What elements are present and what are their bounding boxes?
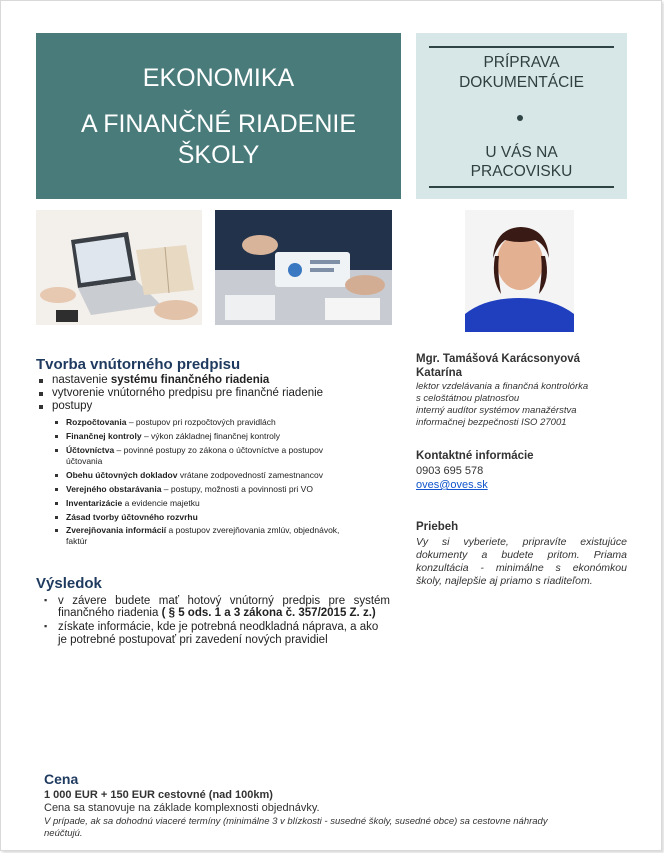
price-amount: 1 000 EUR + 150 EUR cestovné (nad 100km) <box>44 789 273 801</box>
info-box-dot <box>517 115 523 121</box>
sub-item: Verejného obstarávania – postupy, možnosti a povinnosti pri VO <box>66 484 313 494</box>
list-item-1 <box>52 374 269 387</box>
laptop-desk-photo <box>36 210 202 325</box>
sub-item: Finančnej kontroly – výkon základnej finančnej kontroly <box>66 431 281 441</box>
info-box-top-rule <box>429 46 614 48</box>
info-box-bottom-rule <box>429 186 614 188</box>
info-box-top-a: PRÍPRAVA <box>483 54 560 71</box>
price-title: Cena <box>44 771 79 787</box>
sub-item: Obehu účtovných dokladov vrátane zodpovedností zamestnancov <box>66 470 324 480</box>
result-line-2b: je potrebné postupovať pri zavedení nových pravidiel <box>58 634 328 646</box>
contact-title: Kontaktné informácie <box>416 450 534 462</box>
list-item-3: postupy <box>52 400 93 412</box>
course-description <box>416 536 627 588</box>
lecturer-desc-4: informačnej bezpečnosti ISO 27001 <box>416 417 567 428</box>
bullet <box>39 379 43 383</box>
sub-bullet <box>55 502 58 505</box>
sub-item: Zverejňovania informácií a postupov zverejňovania zmlúv, objednávok, <box>66 525 340 535</box>
price-note: Cena sa stanovuje na základe komplexnosti objednávky. <box>44 802 320 814</box>
sub-bullet <box>55 488 58 491</box>
hero-banner <box>36 33 401 199</box>
arrow-bullet: ▪ <box>44 595 48 605</box>
hero-title-line2a: A FINANČNÉ RIADENIE <box>80 110 357 138</box>
sub-item: Inventarizácie a evidencie majetku <box>66 498 200 508</box>
result-line-2a: získate informácie, kde je potrebná neodkladná náprava, a ako <box>58 621 379 633</box>
sub-bullet <box>55 435 58 438</box>
lecturer-desc-3: interný audítor systémov manažérstva <box>416 405 577 416</box>
contact-phone: 0903 695 578 <box>416 465 484 477</box>
arrow-bullet: ▪ <box>44 621 48 631</box>
sub-item: Rozpočtovania – postupov pri rozpočtových pravidlách <box>66 417 276 427</box>
list-item-1-bold: systému finančného riadenia <box>110 374 270 386</box>
lecturer-name-line1: Mgr. Tamášová Karácsonyová <box>416 353 581 365</box>
sub-bullet <box>55 516 58 519</box>
lecturer-name-line2: Katarína <box>416 367 463 379</box>
course-line-1: Vy si vyberiete, pripravíte existujúce <box>416 536 627 548</box>
info-box-top-b: DOKUMENTÁCIE <box>459 74 584 91</box>
info-box-bottom-a: U VÁS NA <box>485 144 558 161</box>
info-box <box>416 33 627 199</box>
price-condition-1: V prípade, ak sa dohodnú viaceré termíny (minimálne 3 v blízkosti - susedné školy, susedné obce) sa cestovne náhrady <box>44 816 548 827</box>
sub-item: Účtovníctva – povinné postupy zo zákona o účtovníctve a postupov <box>66 445 324 455</box>
sub-bullet <box>55 529 58 532</box>
course-line-2: dokumenty a budete pritom. Priama <box>416 549 627 561</box>
course-title: Priebeh <box>416 521 459 533</box>
price-condition-2: neúčtujú. <box>44 828 83 839</box>
price-condition <box>44 816 548 840</box>
list-item-2: vytvorenie vnútorného predpisu pre finančné riadenie <box>52 387 324 399</box>
result-line-1a: v závere budete mať hotový vnútorný predpis pre systém <box>58 595 390 607</box>
bullet <box>39 405 43 409</box>
contact-email-link[interactable]: oves@oves.sk <box>416 479 488 491</box>
result-line-1b: finančného riadenia ( § 5 ods. 1 a 3 zákona č. 357/2015 Z. z.) <box>58 607 376 619</box>
section-title-tvorba: Tvorba vnútorného predpisu <box>36 356 241 373</box>
sub-bullet <box>55 474 58 477</box>
lecturer-description <box>416 381 588 429</box>
bullet <box>39 392 43 396</box>
hero-title-line2b: ŠKOLY <box>177 141 260 169</box>
info-box-bottom-b: PRACOVISKU <box>470 163 573 180</box>
hero-title-line1: EKONOMIKA <box>142 64 295 92</box>
sub-bullet <box>55 421 58 424</box>
portrait-photo <box>465 210 574 332</box>
course-line-3: konzultácia - minimálne s ekonómkou <box>416 562 627 574</box>
lecturer-desc-2: s celoštátnou platnosťou <box>416 393 520 404</box>
course-line-4: školy, najlepšie aj priamo s riaditeľom. <box>416 575 593 587</box>
sub-item: Zásad tvorby účtovného rozvrhu <box>66 512 198 522</box>
hero-title-line2 <box>36 109 401 171</box>
sub-item-cont: faktúr <box>66 536 88 546</box>
lecturer-desc-1: lektor vzdelávania a finančná kontrolórka <box>416 381 589 392</box>
list-item-1-text: nastavenie <box>52 374 111 386</box>
sub-item-cont: účtovania <box>66 456 103 466</box>
business-meeting-photo <box>215 210 392 325</box>
sub-bullet <box>55 449 58 452</box>
section-title-vysledok: Výsledok <box>36 575 102 592</box>
